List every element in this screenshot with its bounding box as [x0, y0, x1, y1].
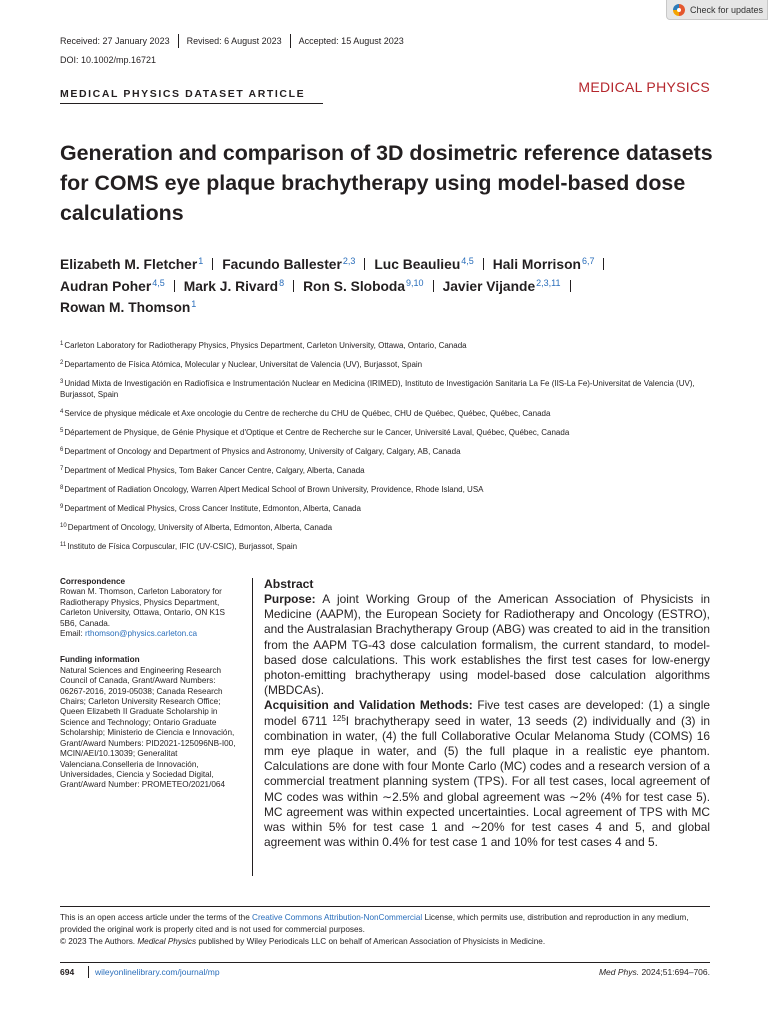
affiliation: $^7$Department of Medical Physics, Tom Baker Cancer Centre, Calgary, Alberta, Canada	[60, 465, 365, 475]
author[interactable]: Elizabeth M. Fletcher$^1$	[60, 256, 204, 272]
affiliation: $^6$Department of Oncology and Department of Physics and Astronomy, University of Calgary, Calgary, AB, Canada	[60, 446, 461, 456]
author-divider	[433, 280, 434, 292]
affiliation: $^{10}$Department of Oncology, University of Alberta, Edmonton, Alberta, Canada	[60, 522, 333, 532]
check-for-updates-badge[interactable]	[666, 0, 768, 20]
accepted-date: Accepted: 15 August 2023	[298, 36, 404, 46]
affiliation: $^3$Unidad Mixta de Investigación en Radiofísica e Instrumentación Nuclear en Medicina (IRIMED), Instituto de Investigación Sanitaria La Fe (IIS-La Fe)-Universitat de Valencia (UV), Burjassot, Spain	[60, 379, 695, 399]
abstract-rule	[252, 578, 253, 876]
license-link[interactable]: Creative Commons Attribution-NonCommercial	[252, 913, 423, 922]
author[interactable]: Rowan M. Thomson$^1$	[60, 299, 197, 315]
author-divider	[174, 280, 175, 292]
check-for-updates-label: Check for updates	[690, 4, 764, 15]
received-date: Received: 27 January 2023	[60, 36, 170, 46]
footer-rule	[60, 962, 710, 963]
date-divider	[290, 34, 291, 48]
journal-site-link[interactable]: wileyonlinelibrary.com/journal/mp	[95, 967, 220, 977]
affiliation: $^4$Service de physique médicale et Axe oncologie du Centre de recherche du CHU de Québec, CHU de Québec, Québec, Québec, Canada	[60, 408, 551, 418]
side-column	[60, 577, 242, 791]
article-title: Generation and comparison of 3D dosimetric reference datasets for COMS eye plaque brachytherapy using model-based dose calculations	[60, 141, 713, 225]
doi[interactable]: DOI: 10.1002/mp.16721	[60, 55, 157, 65]
author-list	[60, 254, 720, 319]
affiliation: $^{11}$Instituto de Física Corpuscular, IFIC (UV-CSIC), Burjassot, Spain	[60, 541, 298, 551]
article-dates	[60, 34, 404, 48]
affiliation: $^9$Department of Medical Physics, Cross Cancer Institute, Edmonton, Alberta, Canada	[60, 503, 361, 513]
license-notice: This is an open access article under the terms of the Creative Commons Attribution-NonCommercial License, which permits use, distribution and reproduction in any medium, provided the original work is properly cited and is not used for commercial purposes. © 2023 The Authors. Medical Physics published by Wiley Periodicals LLC on behalf of American Association of Physicists in Medicine.	[60, 913, 689, 947]
correspondence-body: Rowan M. Thomson, Carleton Laboratory for Radiotherapy Physics, Physics Department, Carleton University, Ottawa, Ontario, ON K1S 5B6, Canada.	[60, 587, 226, 628]
author[interactable]: Ron S. Sloboda$^{9,10}$	[303, 277, 424, 294]
author-divider	[570, 280, 571, 292]
affiliation: $^8$Department of Radiation Oncology, Warren Alpert Medical School of Brown University, Providence, Rhode Island, USA	[60, 484, 484, 494]
author[interactable]: Facundo Ballester$^{2,3}$	[222, 256, 356, 272]
correspondence-email-line: Email: rthomson@physics.carleton.ca	[60, 629, 198, 639]
author-divider	[483, 258, 484, 270]
citation: Med Phys. 2024;51:694–706.	[598, 967, 710, 977]
email-link[interactable]: rthomson@physics.carleton.ca	[85, 629, 198, 639]
author[interactable]: Hali Morrison$^{6,7}$	[492, 256, 595, 272]
license-rule	[60, 906, 710, 907]
affiliation-list	[60, 341, 714, 561]
author[interactable]: Luc Beaulieu$^{4,5}$	[374, 256, 474, 272]
author[interactable]: Audran Poher$^{4,5}$	[60, 277, 165, 294]
abstract-methods: Acquisition and Validation Methods: Five test cases are developed: (1) a single model 6711 $^{125}$I brachytherapy seed in water, 13 seeds (2) individually and (3) in combination in water, (4) the full Collaborative Ocular Melanoma Study (COMS) 16 mm eye plaque in water, and (5) the full plaque in a realistic eye phantom. Calculations are done with four Monte Carlo (MC) codes and a research version of a commercial treatment planning system (TPS). For all test cases, local agreement of MC codes was within ∼2.5% and global agreement was ∼2% (4% for test case 5). MC agreement was within expected uncertainties. Local agreement of TPS with MC was within 5% for test case 1 and ∼20% for test cases 4 and 5, and global agreement was within 0.4% for test case 1 and 10% for test cases 4 and 5.	[264, 698, 710, 850]
funding-body: Natural Sciences and Engineering Research Council of Canada, Grant/Award Numbers: 06267-2016, 2019-05038; Canada Research Chairs; Carleton University Research Office; Queen Elizabeth II Graduate Scholarship in Science and Technology; Ontario Graduate Scholarship; Ministerio de Ciencia e Innovación, Grant/Award Numbers: PID2021-125096NB-I00, MCIN/AEI/10.13039; Generalitat Valenciana.Conselleria de Innovación, Universidades, Ciencia y Sociedad Digital, Grant/Award Number: PROMETEO/2021/064	[60, 665, 236, 790]
author-divider	[293, 280, 294, 292]
revised-date: Revised: 6 August 2023	[186, 36, 282, 46]
page-number: 694	[60, 967, 75, 977]
author-divider	[603, 258, 604, 270]
author[interactable]: Mark J. Rivard$^8$	[183, 277, 285, 294]
abstract-purpose: Purpose: A joint Working Group of the American Association of Physicists in Medicine (AAPM), the European Society for Radiotherapy and Oncology (ESTRO), and the Australasian Brachytherapy Group (ABG) was created to aid in the transition from the AAPM TG-43 dose calculation formalism, the current standard, to model-based dose calculations. This work establishes the first test cases for low-energy photon-emitting brachytherapy using model-based dose calculation algorithms (MBDCAs).	[264, 592, 710, 698]
affiliation: $^5$Département de Physique, de Génie Physique et d'Optique et Centre de Recherche sur le Cancer, Université Laval, Québec, Québec, Canada	[60, 427, 570, 437]
footer-divider	[88, 966, 89, 978]
abstract	[264, 577, 710, 850]
author-divider	[212, 258, 213, 270]
check-for-updates-icon	[673, 4, 685, 16]
journal-logo: MEDICAL PHYSICS	[578, 79, 710, 95]
author-divider	[364, 258, 365, 270]
correspondence-heading: Correspondence	[60, 577, 126, 586]
affiliation: $^1$Carleton Laboratory for Radiotherapy Physics, Physics Department, Carleton University, Ottawa, Ontario, Canada	[60, 341, 467, 350]
section-label: MEDICAL PHYSICS DATASET ARTICLE	[60, 88, 306, 100]
section-rule	[60, 103, 323, 104]
abstract-heading: Abstract	[264, 577, 314, 591]
author[interactable]: Javier Vijande$^{2,3,11}$	[442, 277, 561, 294]
affiliation: $^2$Departamento de Física Atómica, Molecular y Nuclear, Universitat de Valencia (UV), Burjassot, Spain	[60, 360, 423, 369]
date-divider	[178, 34, 179, 48]
funding-heading: Funding information	[60, 655, 140, 665]
